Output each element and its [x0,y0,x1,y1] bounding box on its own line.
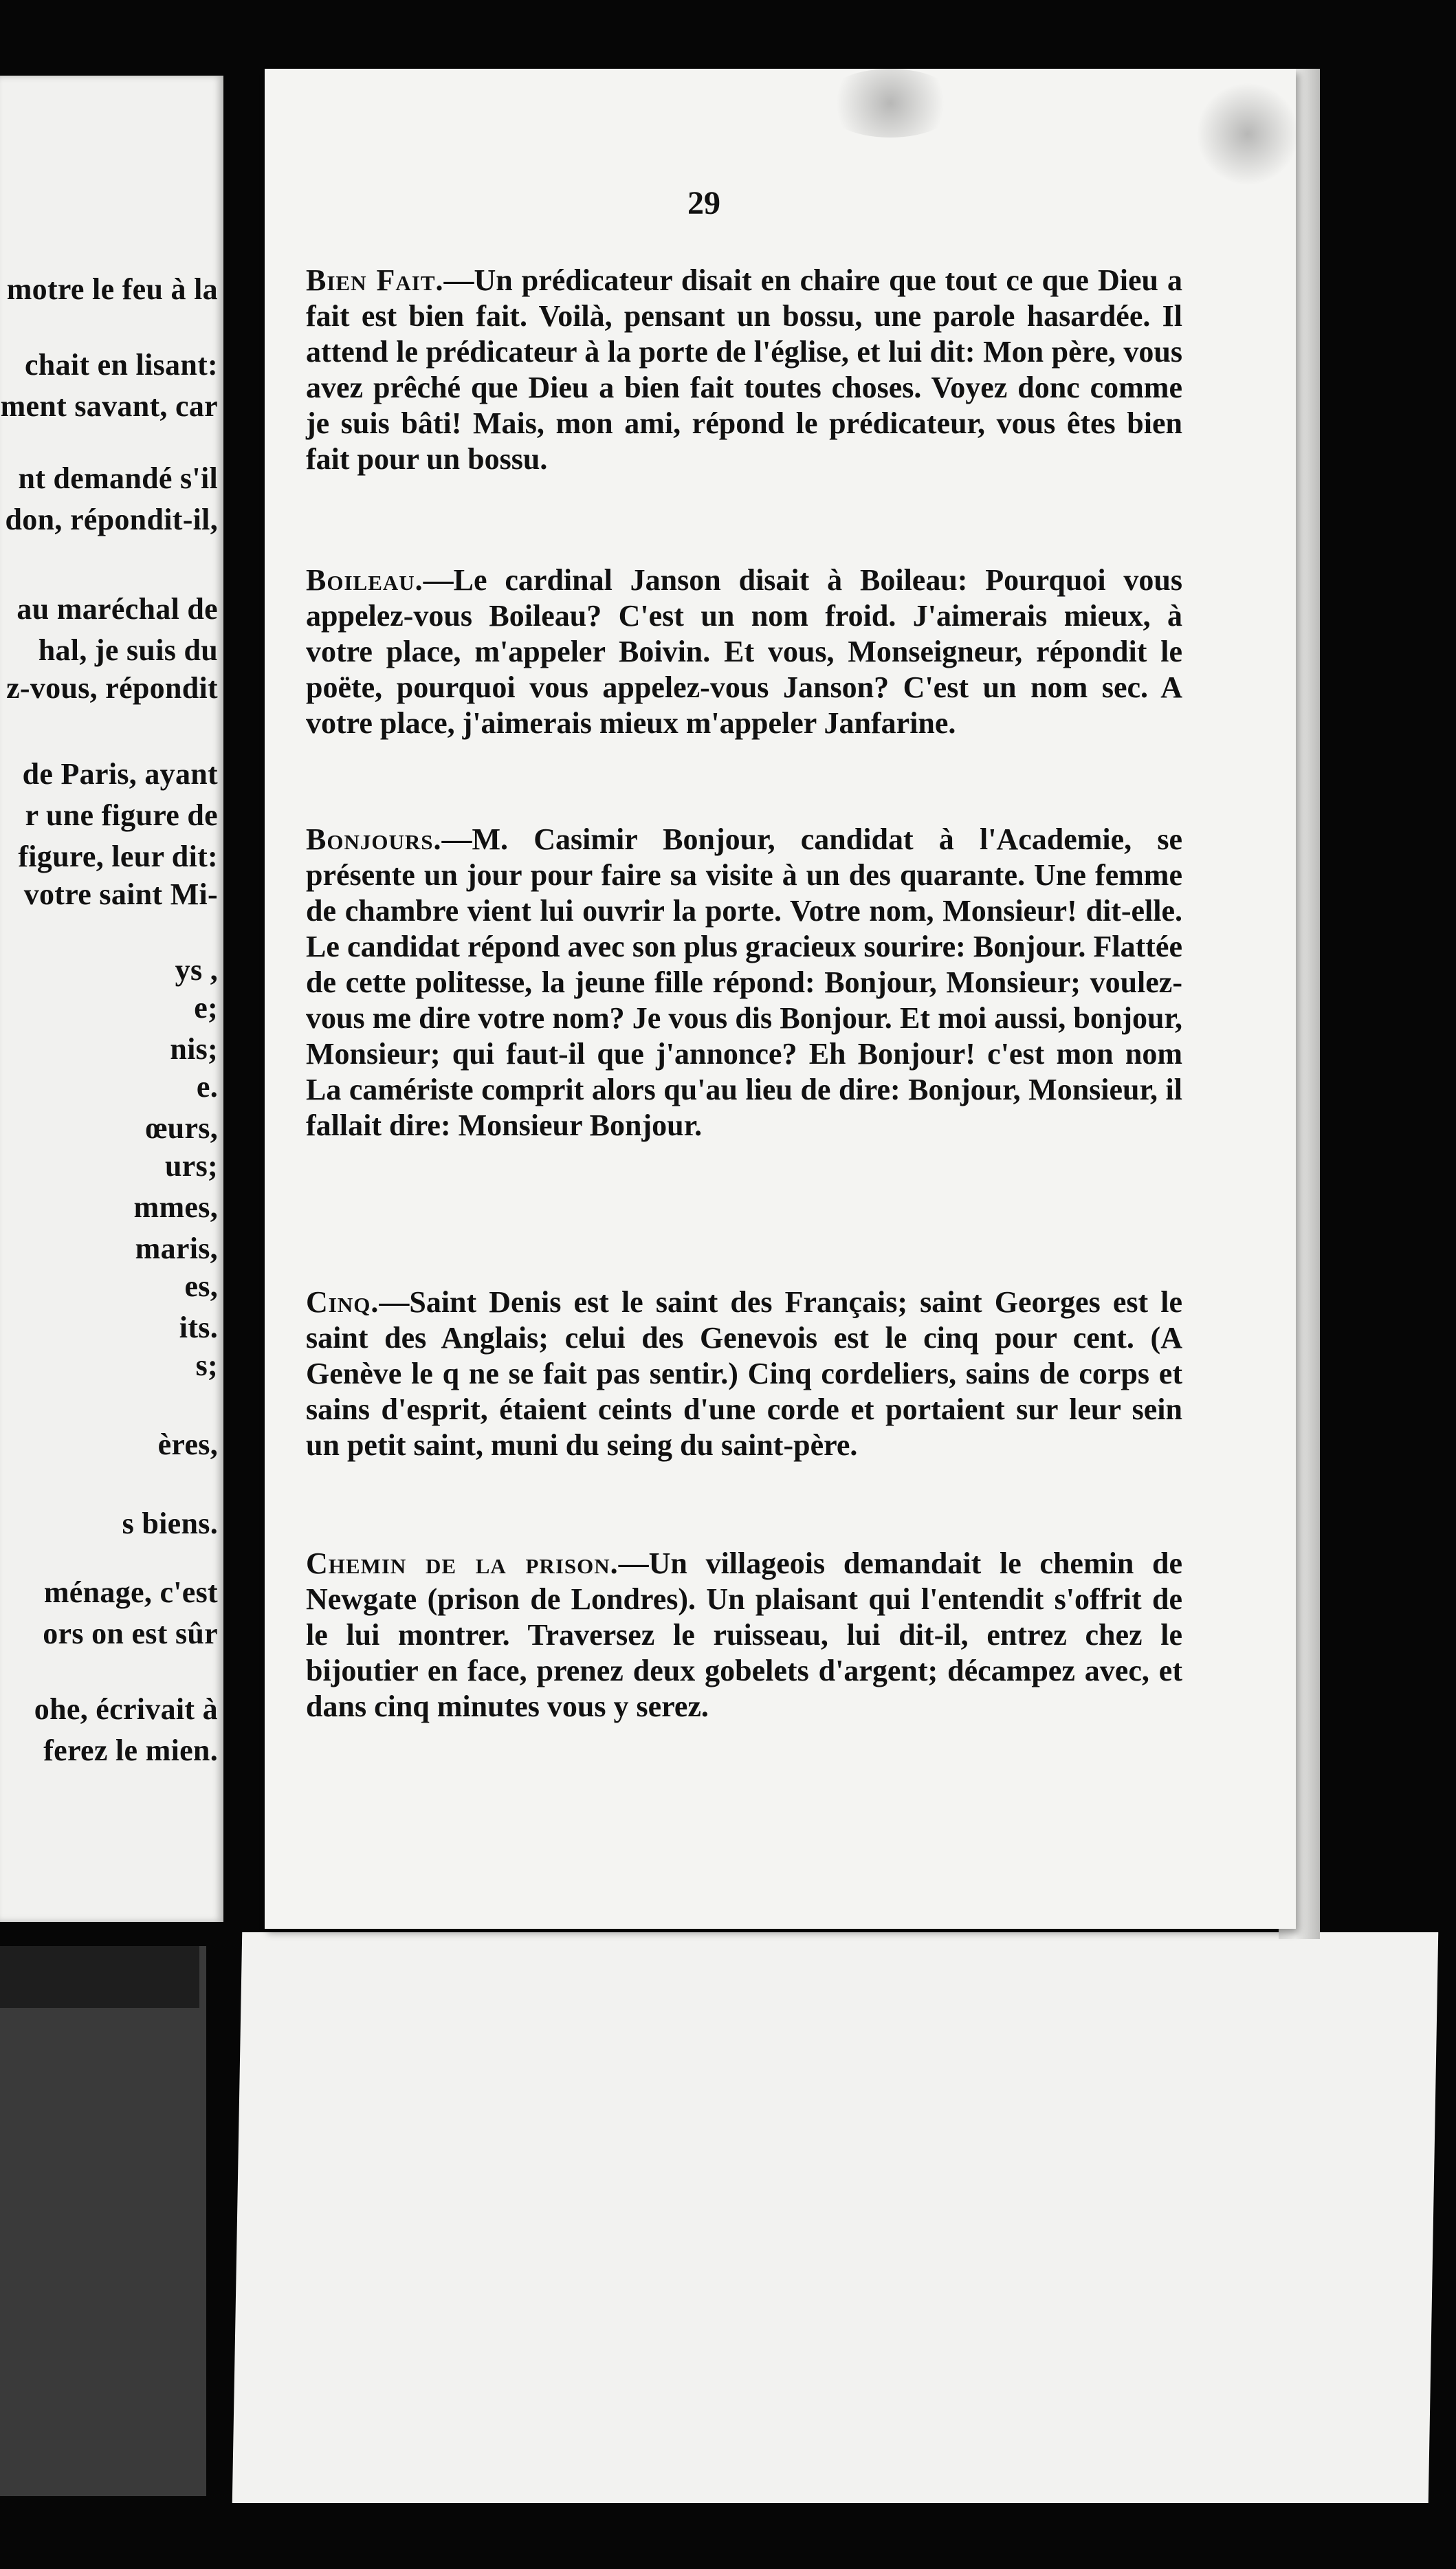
left-text-line: ferez le mien. [43,1734,218,1767]
left-text-line: chait en lisant: [24,348,218,382]
article-chemin-de-la-prison [306,1546,1182,1725]
article-bien-fait [306,263,1182,477]
article-body: —Saint Denis est le saint des Français; saint Georges est le saint des Anglais; celui des Genevois est le cinq pour cent. (A Genève le q ne se fait pas sentir.) Cinq cordeliers, sains de corps et sains d'esprit, étaient ceints d'une corde et portaient sur leur sein un petit saint, muni du seing du saint-père. [306,1285,1182,1462]
article-heading: Chemin de la prison. [306,1546,619,1580]
left-text-line: e; [194,991,218,1025]
article-body: —Un villageois demandait le chemin de Newgate (prison de Londres). Un plaisant qui l'entendit s'offrit de le lui montrer. Traversez le ruisseau, lui dit-il, entrez chez le bijoutier en face, prenez deux gobelets d'argent; décampez avec, et dans cinq minutes vous y serez. [306,1546,1182,1723]
article-bonjours [306,822,1182,1144]
left-text-line: its. [179,1311,218,1344]
left-text-line: urs; [165,1149,218,1183]
left-text-line: ohe, écrivait à [34,1692,218,1726]
left-text-line: ment savant, car [0,389,218,423]
left-text-line: de Paris, ayant [22,757,218,791]
left-text-line: ères, [157,1428,218,1461]
left-text-line: e. [196,1070,218,1104]
article-body: —M. Casimir Bonjour, candidat à l'Academie, se présente un jour pour faire sa visite à un des quarante. Une femme de chambre vient lui ouvrir la porte. Votre nom, Monsieur! dit-elle. Le candidat répond avec son plus gracieux sourire: Bonjour. Flattée de cette politesse, la jeune fille répond: Bonjour, Monsieur; voulez-vous me dire votre nom? Je vous dis Bonjour. Et moi aussi, bonjour, Monsieur; qui faut-il que j'annonce? Eh Bonjour! c'est mon nom La caméristе comprit alors qu'au lieu de dire: Bonjour, Monsieur, il fallait dire: Monsieur Bonjour. [306,822,1182,1142]
article-body: —Le cardinal Janson disait à Boileau: Pourquoi vous appelez-vous Boileau? C'est un nom froid. J'aimerais mieux, à votre place, m'appeler Boivin. Et vous, Monseigneur, répondit le poëte, pourquoi vous appelez-vous Janson? C'est un nom sec. A votre place, j'aimerais mieux m'appeler Janfarine. [306,563,1182,740]
book-spine-band [0,1946,199,2008]
left-text-line: es, [184,1269,218,1303]
left-text-line: au maréchal de [16,592,218,626]
left-text-line: s biens. [122,1507,218,1540]
left-text-line: ménage, c'est [43,1575,218,1609]
page-number: 29 [687,185,720,221]
left-text-line: nis; [170,1032,218,1066]
left-text-line: motre le feu à la [6,272,218,306]
left-text-line: r une figure de [25,798,218,832]
article-boileau [306,562,1182,741]
article-heading: Bonjours. [306,822,442,856]
left-text-line: ors on est sûr [43,1617,218,1650]
left-text-line: mmes, [133,1190,218,1224]
stain [821,69,959,138]
blank-underlying-sheet [232,1932,1438,2503]
left-text-line: maris, [135,1232,218,1265]
article-cinq [306,1284,1182,1463]
left-text-line: s; [195,1348,218,1382]
left-text-line: nt demandé s'il [18,461,218,495]
article-heading: Cinq. [306,1285,379,1319]
left-facing-page [0,76,223,1922]
article-body: —Un prédicateur disait en chaire que tout ce que Dieu a fait est bien fait. Voilà, pensant un bossu, une parole hasardée. Il attend le prédicateur à la porte de l'église, et lui dit: Mon père, vous avez prêché que Dieu a bien fait toutes choses. Voyez donc comme je suis bâti! Mais, mon ami, répond le prédicateur, vous êtes bien fait pour un bossu. [306,263,1182,476]
article-heading: Bien Fait. [306,263,444,297]
left-text-line: don, répondit-il, [5,503,218,536]
article-heading: Boileau. [306,563,423,597]
book-spine-shadow [0,1946,206,2496]
left-text-line: hal, je suis du [38,633,218,667]
stain [1196,83,1299,186]
left-text-line: votre saint Mi- [23,877,218,911]
left-text-line: œurs, [145,1111,218,1145]
left-text-line: z-vous, répondit [6,671,218,705]
left-text-line: figure, leur dit: [18,840,218,873]
left-text-line: ys , [175,953,218,987]
